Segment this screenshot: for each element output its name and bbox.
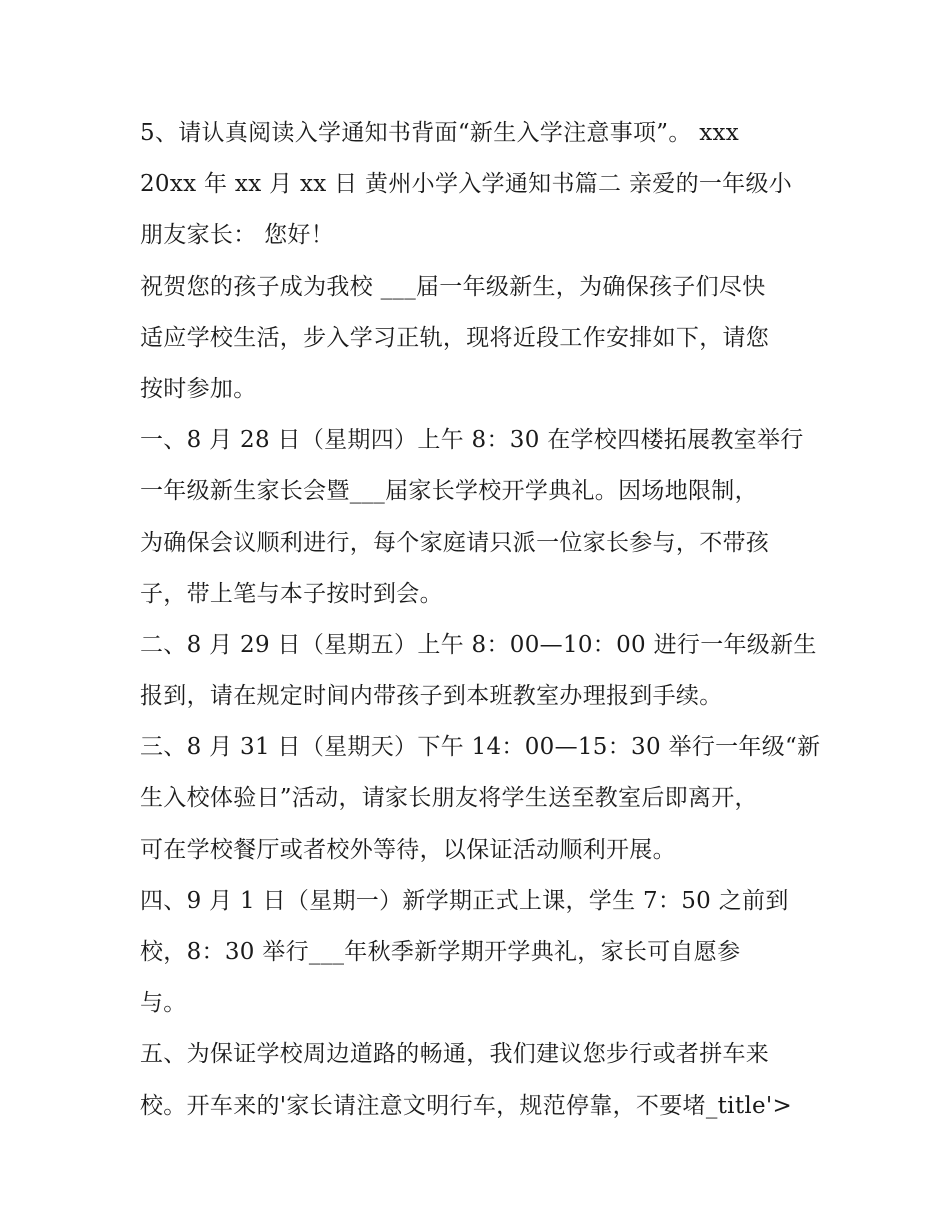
text-line-18: 与。: [140, 990, 187, 1017]
text-line-9: 为确保会议顺利进行，每个家庭请只派一位家长参与，不带孩: [140, 529, 770, 556]
text-line-15: 可在学校餐厅或者校外等待，以保证活动顺利开展。: [140, 836, 676, 863]
text-line-6: 按时参加。: [140, 375, 257, 402]
text-line-17: 校，8：30 举行___年秋季新学期开学典礼，家长可自愿参: [140, 939, 741, 965]
text-line-2: 20xx 年 xx 月 xx 日 黄州小学入学通知书篇二 亲爱的一年级小: [140, 171, 793, 198]
text-line-14: 生入校体验日”活动，请家长朋友将学生送至教室后即离开，: [140, 785, 758, 812]
text-line-20: 校。开车来的'家长请注意文明行车，规范停靠，不要堵_title'>: [140, 1092, 793, 1119]
text-line-10: 子，带上笔与本子按时到会。: [140, 580, 443, 607]
text-line-5: 适应学校生活，步入学习正轨，现将近段工作安排如下，请您: [140, 324, 770, 351]
text-line-1: 5、请认真阅读入学通知书背面“新生入学注意事项”。 xxx: [140, 120, 740, 146]
document-body: [140, 108, 820, 1132]
text-line-7: 一、8 月 28 日（星期四）上午 8：30 在学校四楼拓展教室举行: [140, 427, 804, 454]
text-line-16: 四、9 月 1 日（星期一）新学期正式上课，学生 7：50 之前到: [140, 887, 789, 914]
text-line-13: 三、8 月 31 日（星期天）下午 14：00—15：30 举行一年级“新: [140, 734, 821, 761]
text-line-8: 一年级新生家长会暨___届家长学校开学典礼。因场地限制，: [140, 478, 758, 505]
text-line-12: 报到，请在规定时间内带孩子到本班教室办理报到手续。: [140, 683, 723, 710]
text-line-3: 朋友家长： 您好！: [140, 222, 335, 249]
text-line-19: 五、为保证学校周边道路的畅通，我们建议您步行或者拼车来: [140, 1041, 770, 1068]
text-line-4: 祝贺您的孩子成为我校 ___届一年级新生，为确保孩子们尽快: [140, 273, 766, 300]
text-line-11: 二、8 月 29 日（星期五）上午 8：00—10：00 进行一年级新生: [140, 631, 817, 658]
